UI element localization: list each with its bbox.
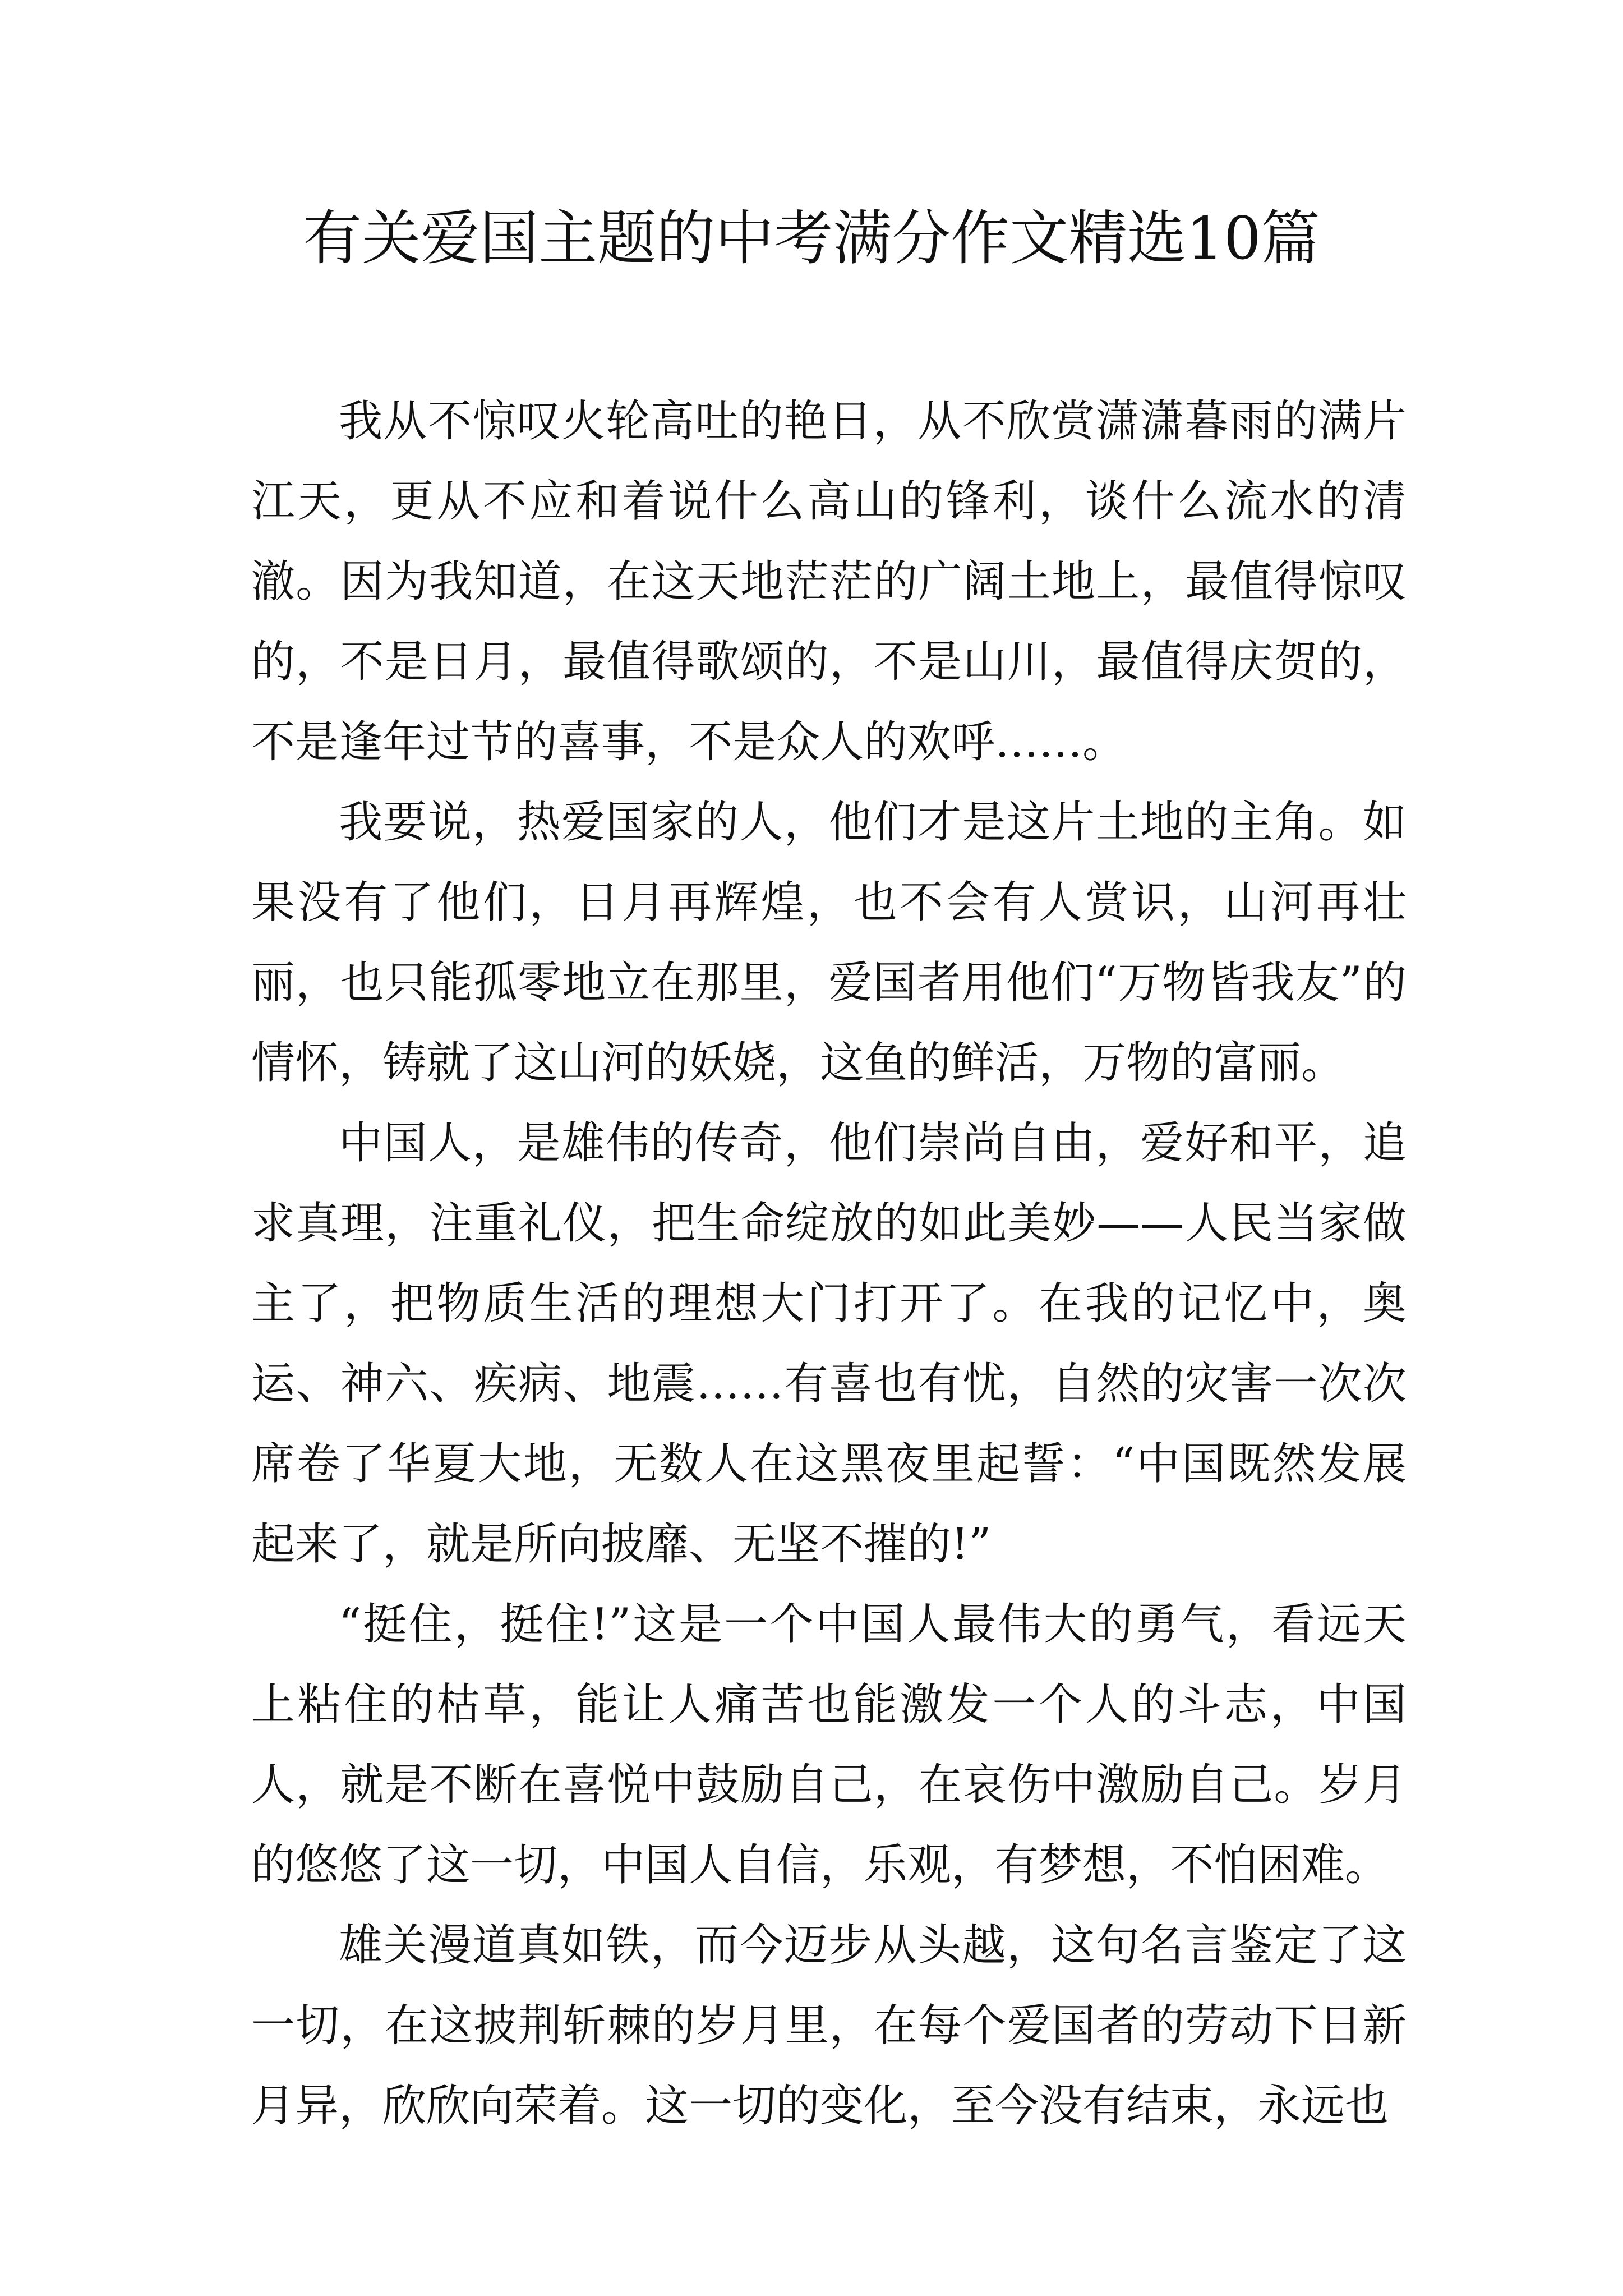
paragraph-2: 我要说，热爱国家的人，他们才是这片土地的主角。如果没有了他们，日月再辉煌，也不会有人赏识，山河再壮丽，也只能孤零地立在那里，爱国者用他们“万物皆我友”的情怀，铸就了这山河的妖娆，这鱼的鲜活，万物的富丽。: [251, 797, 1407, 1088]
paragraph-4: “挺住，挺住!”这是一个中国人最伟大的勇气，看远天上粘住的枯草，能让人痛苦也能激发一个人的斗志，中国人，就是不断在喜悦中鼓励自己，在哀伤中激励自己。岁月的悠悠了这一切，中国人自信，乐观，有梦想，不怕困难。: [251, 1599, 1407, 1890]
document-body: [251, 381, 1407, 2146]
paragraph-5: 雄关漫道真如铁，而今迈步从头越，这句名言鉴定了这一切，在这披荆斩棘的岁月里，在每个爱国者的劳动下日新月异，欣欣向荣着。这一切的变化，至今没有结束，永远也: [251, 1920, 1407, 2131]
paragraph-3: 中国人，是雄伟的传奇，他们崇尚自由，爱好和平，追求真理，注重礼仪，把生命绽放的如此美妙——人民当家做主了，把物质生活的理想大门打开了。在我的记忆中，奥运、神六、疾病、地震……有喜也有忧，自然的灾害一次次席卷了华夏大地，无数人在这黑夜里起誓：“中国既然发展起来了，就是所向披靡、无坚不摧的!”: [251, 1118, 1407, 1570]
document-title: 有关爱国主题的中考满分作文精选10篇: [303, 204, 1320, 273]
paragraph-1: 我从不惊叹火轮高吐的艳日，从不欣赏潇潇暮雨的满片江天，更从不应和着说什么高山的锋利，谈什么流水的清澈。因为我知道，在这天地茫茫的广阔土地上，最值得惊叹的，不是日月，最值得歌颂的，不是山川，最值得庆贺的，不是逢年过节的喜事，不是众人的欢呼……。: [251, 396, 1407, 767]
